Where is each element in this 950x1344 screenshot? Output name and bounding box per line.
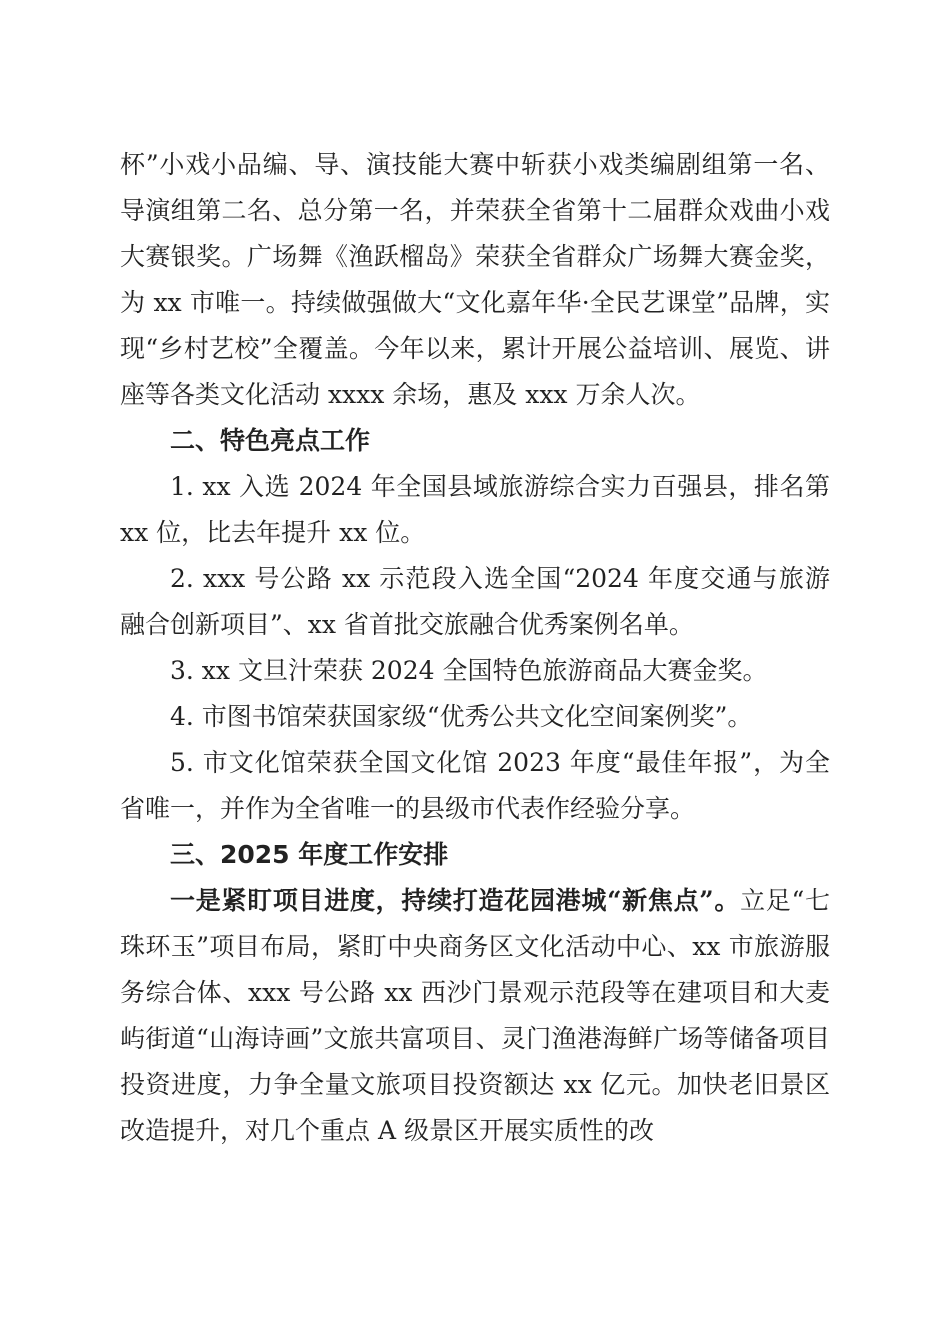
- section-heading-highlights: 二、特色亮点工作: [170, 426, 371, 455]
- section-heading-2025-plan: 三、2025 年度工作安排: [170, 840, 449, 869]
- paragraph-project-progress: [120, 878, 830, 1154]
- paragraph-lead-sentence: 一是紧盯项目进度，持续打造花园港城“新焦点”。: [170, 886, 741, 915]
- document-body: [120, 142, 830, 1154]
- list-item-3: 3. xx 文旦汁荣获 2024 全国特色旅游商品大赛金奖。: [170, 656, 768, 685]
- list-item-2: 2. xxx 号公路 xx 示范段入选全国“2024 年度交通与旅游融合创新项目”、xx 省首批交旅融合优秀案例名单。: [120, 564, 830, 639]
- list-item-5: 5. 市文化馆荣获全国文化馆 2023 年度“最佳年报”，为全省唯一，并作为全省唯一的县级市代表作经验分享。: [120, 748, 830, 823]
- list-item-1: 1. xx 入选 2024 年全国县域旅游综合实力百强县，排名第 xx 位，比去年提升 xx 位。: [120, 472, 830, 547]
- paragraph-body-text: 立足“七珠环玉”项目布局，紧盯中央商务区文化活动中心、xx 市旅游服务综合体、xxx 号公路 xx 西沙门景观示范段等在建项目和大麦屿街道“山海诗画”文旅共富项目、灵门渔港海鲜广场等储备项目投资进度，力争全量文旅项目投资额达 xx 亿元。加快老旧景区改造提升，对几个重点 A 级景区开展实质性的改: [120, 886, 831, 1145]
- paragraph-continued-awards: 杯”小戏小品编、导、演技能大赛中斩获小戏类编剧组第一名、导演组第二名、总分第一名，并荣获全省第十二届群众戏曲小戏大赛银奖。广场舞《渔跃榴岛》荣获全省群众广场舞大赛金奖，为 xx 市唯一。持续做强做大“文化嘉年华·全民艺课堂”品牌，实现“乡村艺校”全覆盖。今年以来，累计开展公益培训、展览、讲座等各类文化活动 xxxx 余场，惠及 xxx 万余人次。: [120, 150, 830, 409]
- list-item-4: 4. 市图书馆荣获国家级“优秀公共文化空间案例奖”。: [170, 702, 753, 731]
